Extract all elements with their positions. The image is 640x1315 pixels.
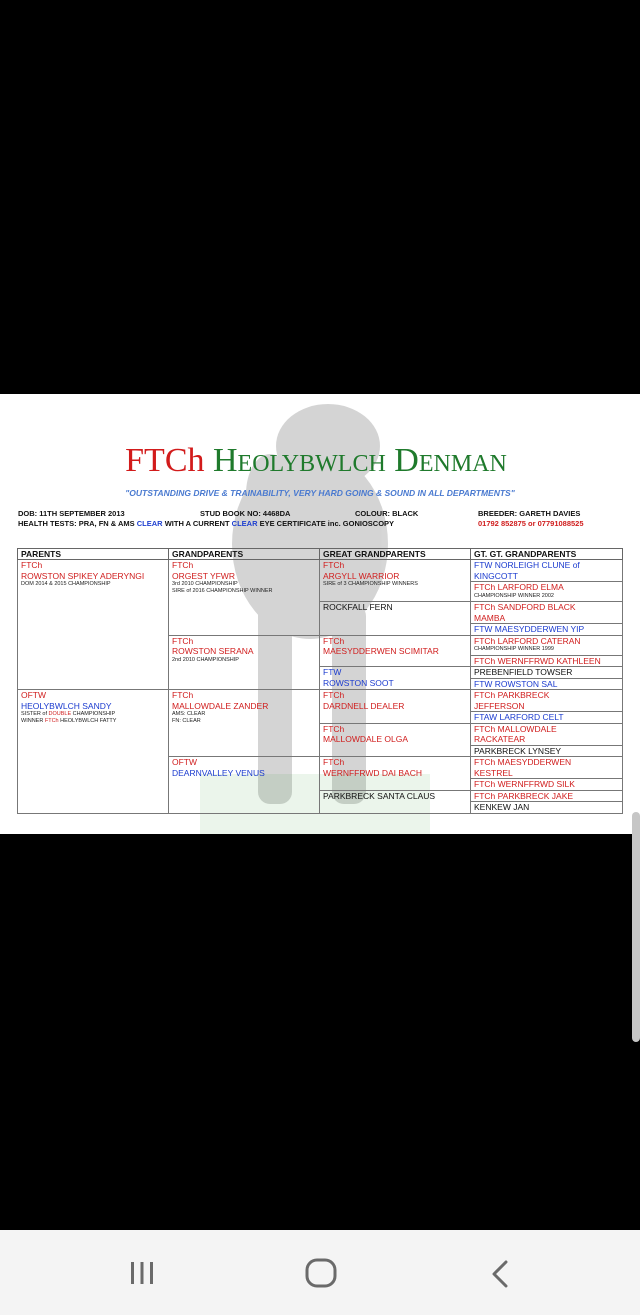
great-grandparent-name: PARKBRECK SANTA CLAUS bbox=[323, 790, 436, 801]
great-grandparent-title: FTW bbox=[323, 667, 342, 677]
health-tests-mid: WITH A CURRENT bbox=[164, 519, 230, 528]
gt-gt-grandparent bbox=[471, 723, 623, 745]
grandparent-name: MALLOWDALE ZANDER bbox=[172, 700, 269, 711]
ggg-name: FTCh MAESYDDERWEN bbox=[474, 757, 572, 767]
gt-gt-grandparent bbox=[471, 602, 623, 624]
dob: DOB: 11TH SEPTEMBER 2013 bbox=[18, 509, 125, 518]
tagline: "OUTSTANDING DRIVE & TRAINABILITY, VERY HARD GOING & SOUND IN ALL DEPARTMENTS" bbox=[125, 488, 515, 498]
grandparent bbox=[169, 635, 320, 690]
ggg-note: CHAMPIONSHIP WINNER 1999 bbox=[474, 646, 554, 652]
grandparent-name: DEARNVALLEY VENUS bbox=[172, 767, 265, 778]
title-name: Heolybwlch Denman bbox=[213, 442, 507, 479]
clear-badge: CLEAR bbox=[231, 519, 258, 528]
gt-gt-grandparent bbox=[471, 635, 623, 655]
gt-gt-grandparent: FTW MAESYDDERWEN YIP bbox=[471, 624, 623, 636]
parent-name: HEOLYBWLCH SANDY bbox=[21, 700, 112, 711]
great-grandparent-title: FTCh bbox=[323, 560, 345, 570]
ggg-name-cont: KESTREL bbox=[474, 767, 513, 778]
gt-gt-grandparent: FTCh PARKBRECK JAKE bbox=[471, 790, 623, 802]
great-grandparent-name: ROWSTON SOOT bbox=[323, 677, 394, 688]
ggg-name: FTCh PARKBRECK bbox=[474, 690, 550, 700]
grandparent-note: FN: CLEAR bbox=[172, 718, 201, 724]
ggg-name: FTW NORLEIGH CLUNE of bbox=[474, 560, 580, 570]
ggg-name-cont: RACKATEAR bbox=[474, 734, 526, 744]
grandparent bbox=[169, 690, 320, 757]
grandparent-title: FTCh bbox=[172, 635, 194, 646]
great-grandparent bbox=[320, 602, 471, 636]
ggg-name: FTCh LARFORD CATERAN bbox=[474, 635, 581, 646]
parent-note: WINNER FTCh HEOLYBWLCH FATTY bbox=[21, 718, 117, 724]
scrollbar[interactable] bbox=[632, 812, 640, 1042]
colour: COLOUR: BLACK bbox=[355, 509, 419, 518]
header-row bbox=[18, 549, 623, 560]
great-grandparent bbox=[320, 690, 471, 724]
great-grandparent-name: ROCKFALL FERN bbox=[323, 602, 393, 612]
ggg-name-cont: KINGCOTT bbox=[474, 570, 518, 581]
great-grandparent-title: FTCh bbox=[323, 635, 345, 646]
gt-gt-grandparent: PREBENFIELD TOWSER bbox=[471, 667, 623, 679]
grandparent bbox=[169, 757, 320, 814]
gt-gt-grandparent: FTAW LARFORD CELT bbox=[471, 712, 623, 724]
grandparent-title: FTCh bbox=[172, 690, 194, 700]
gt-gt-grandparent bbox=[471, 560, 623, 582]
great-grandparent-title: FTCh bbox=[323, 723, 345, 734]
pedigree-document bbox=[0, 394, 640, 834]
column-header: GREAT GRANDPARENTS bbox=[320, 549, 471, 560]
column-header: GT. GT. GRANDPARENTS bbox=[471, 549, 623, 560]
gt-gt-grandparent bbox=[471, 757, 623, 779]
breeder-phone: 01792 852875 or 07791088525 bbox=[478, 519, 584, 528]
great-grandparent-note: SIRE of 3 CHAMPIONSHIP WINNERS bbox=[323, 581, 418, 587]
parent-sire bbox=[18, 560, 169, 690]
health-tests-label: HEALTH TESTS: PRA, FN & AMS bbox=[18, 519, 135, 528]
great-grandparent-name: ARGYLL WARRIOR bbox=[323, 570, 400, 581]
great-grandparent bbox=[320, 560, 471, 602]
health-tests bbox=[18, 519, 394, 528]
stud-book: STUD BOOK NO: 4468DA bbox=[200, 509, 291, 518]
grandparent-title: FTCh bbox=[172, 560, 194, 570]
great-grandparent-name: MAESYDDERWEN SCIMITAR bbox=[323, 646, 439, 656]
ggg-name-cont: JEFFERSON bbox=[474, 700, 525, 711]
gt-gt-grandparent: FTCh WERNFFRWD SILK bbox=[471, 779, 623, 791]
clear-badge: CLEAR bbox=[136, 519, 163, 528]
back-icon[interactable] bbox=[488, 1260, 512, 1288]
title-prefix: FTCh bbox=[125, 442, 205, 479]
great-grandparent bbox=[320, 757, 471, 791]
recents-icon[interactable] bbox=[128, 1260, 156, 1286]
parent-note: DOM 2014 & 2015 CHAMPIONSHIP bbox=[21, 581, 111, 587]
gt-gt-grandparent: KENKEW JAN bbox=[471, 802, 623, 814]
grandparent-name: ORGEST YFWR bbox=[172, 570, 235, 581]
great-grandparent-title: FTCh bbox=[323, 757, 345, 767]
great-grandparent bbox=[320, 790, 471, 813]
ggg-name-cont: MAMBA bbox=[474, 612, 506, 623]
gt-gt-grandparent: FTW ROWSTON SAL bbox=[471, 678, 623, 690]
great-grandparent-name: WERNFFRWD DAI BACH bbox=[323, 767, 423, 778]
home-icon[interactable] bbox=[304, 1258, 338, 1288]
great-grandparent bbox=[320, 723, 471, 757]
grandparent bbox=[169, 560, 320, 636]
parent-title: FTCh bbox=[21, 560, 43, 570]
health-tests-end: EYE CERTIFICATE inc. GONIOSCOPY bbox=[259, 519, 395, 528]
gt-gt-grandparent: FTCh WERNFFRWD KATHLEEN bbox=[471, 655, 623, 667]
navigation-bar bbox=[0, 1230, 640, 1315]
column-header: PARENTS bbox=[18, 549, 169, 560]
ggg-note: CHAMPIONSHIP WINNER 2002 bbox=[474, 592, 554, 599]
great-grandparent-title: FTCh bbox=[323, 690, 345, 700]
breeder: BREEDER: GARETH DAVIES bbox=[478, 509, 581, 518]
great-grandparent bbox=[320, 667, 471, 690]
dog-title bbox=[0, 442, 632, 480]
grandparent-title: OFTW bbox=[172, 757, 198, 767]
great-grandparent-name: DARDNELL DEALER bbox=[323, 700, 405, 711]
parent-note: SISTER of DOUBLE CHAMPIONSHIP bbox=[21, 711, 116, 717]
grandparent-note: 3rd 2010 CHAMPIONSHIP bbox=[172, 581, 238, 587]
ggg-name: FTCh MALLOWDALE bbox=[474, 723, 557, 734]
ggg-name: FTCh SANDFORD BLACK bbox=[474, 602, 576, 612]
gt-gt-grandparent bbox=[471, 690, 623, 712]
pedigree-table bbox=[17, 548, 623, 814]
gt-gt-grandparent bbox=[471, 582, 623, 602]
parent-name: ROWSTON SPIKEY ADERYNGI bbox=[21, 570, 145, 581]
great-grandparent bbox=[320, 635, 471, 667]
parent-dam bbox=[18, 690, 169, 814]
column-header: GRANDPARENTS bbox=[169, 549, 320, 560]
great-grandparent-name: MALLOWDALE OLGA bbox=[323, 734, 409, 744]
grandparent-name: ROWSTON SERANA bbox=[172, 646, 254, 656]
ggg-name: FTCh LARFORD ELMA bbox=[474, 582, 564, 592]
grandparent-note: AMS: CLEAR bbox=[172, 711, 206, 717]
gt-gt-grandparent: PARKBRECK LYNSEY bbox=[471, 745, 623, 757]
grandparent-note: SIRE of 2016 CHAMPIONSHIP WINNER bbox=[172, 588, 273, 594]
grandparent-note: 2nd 2010 CHAMPIONSHIP bbox=[172, 656, 239, 663]
parent-title: OFTW bbox=[21, 690, 47, 700]
